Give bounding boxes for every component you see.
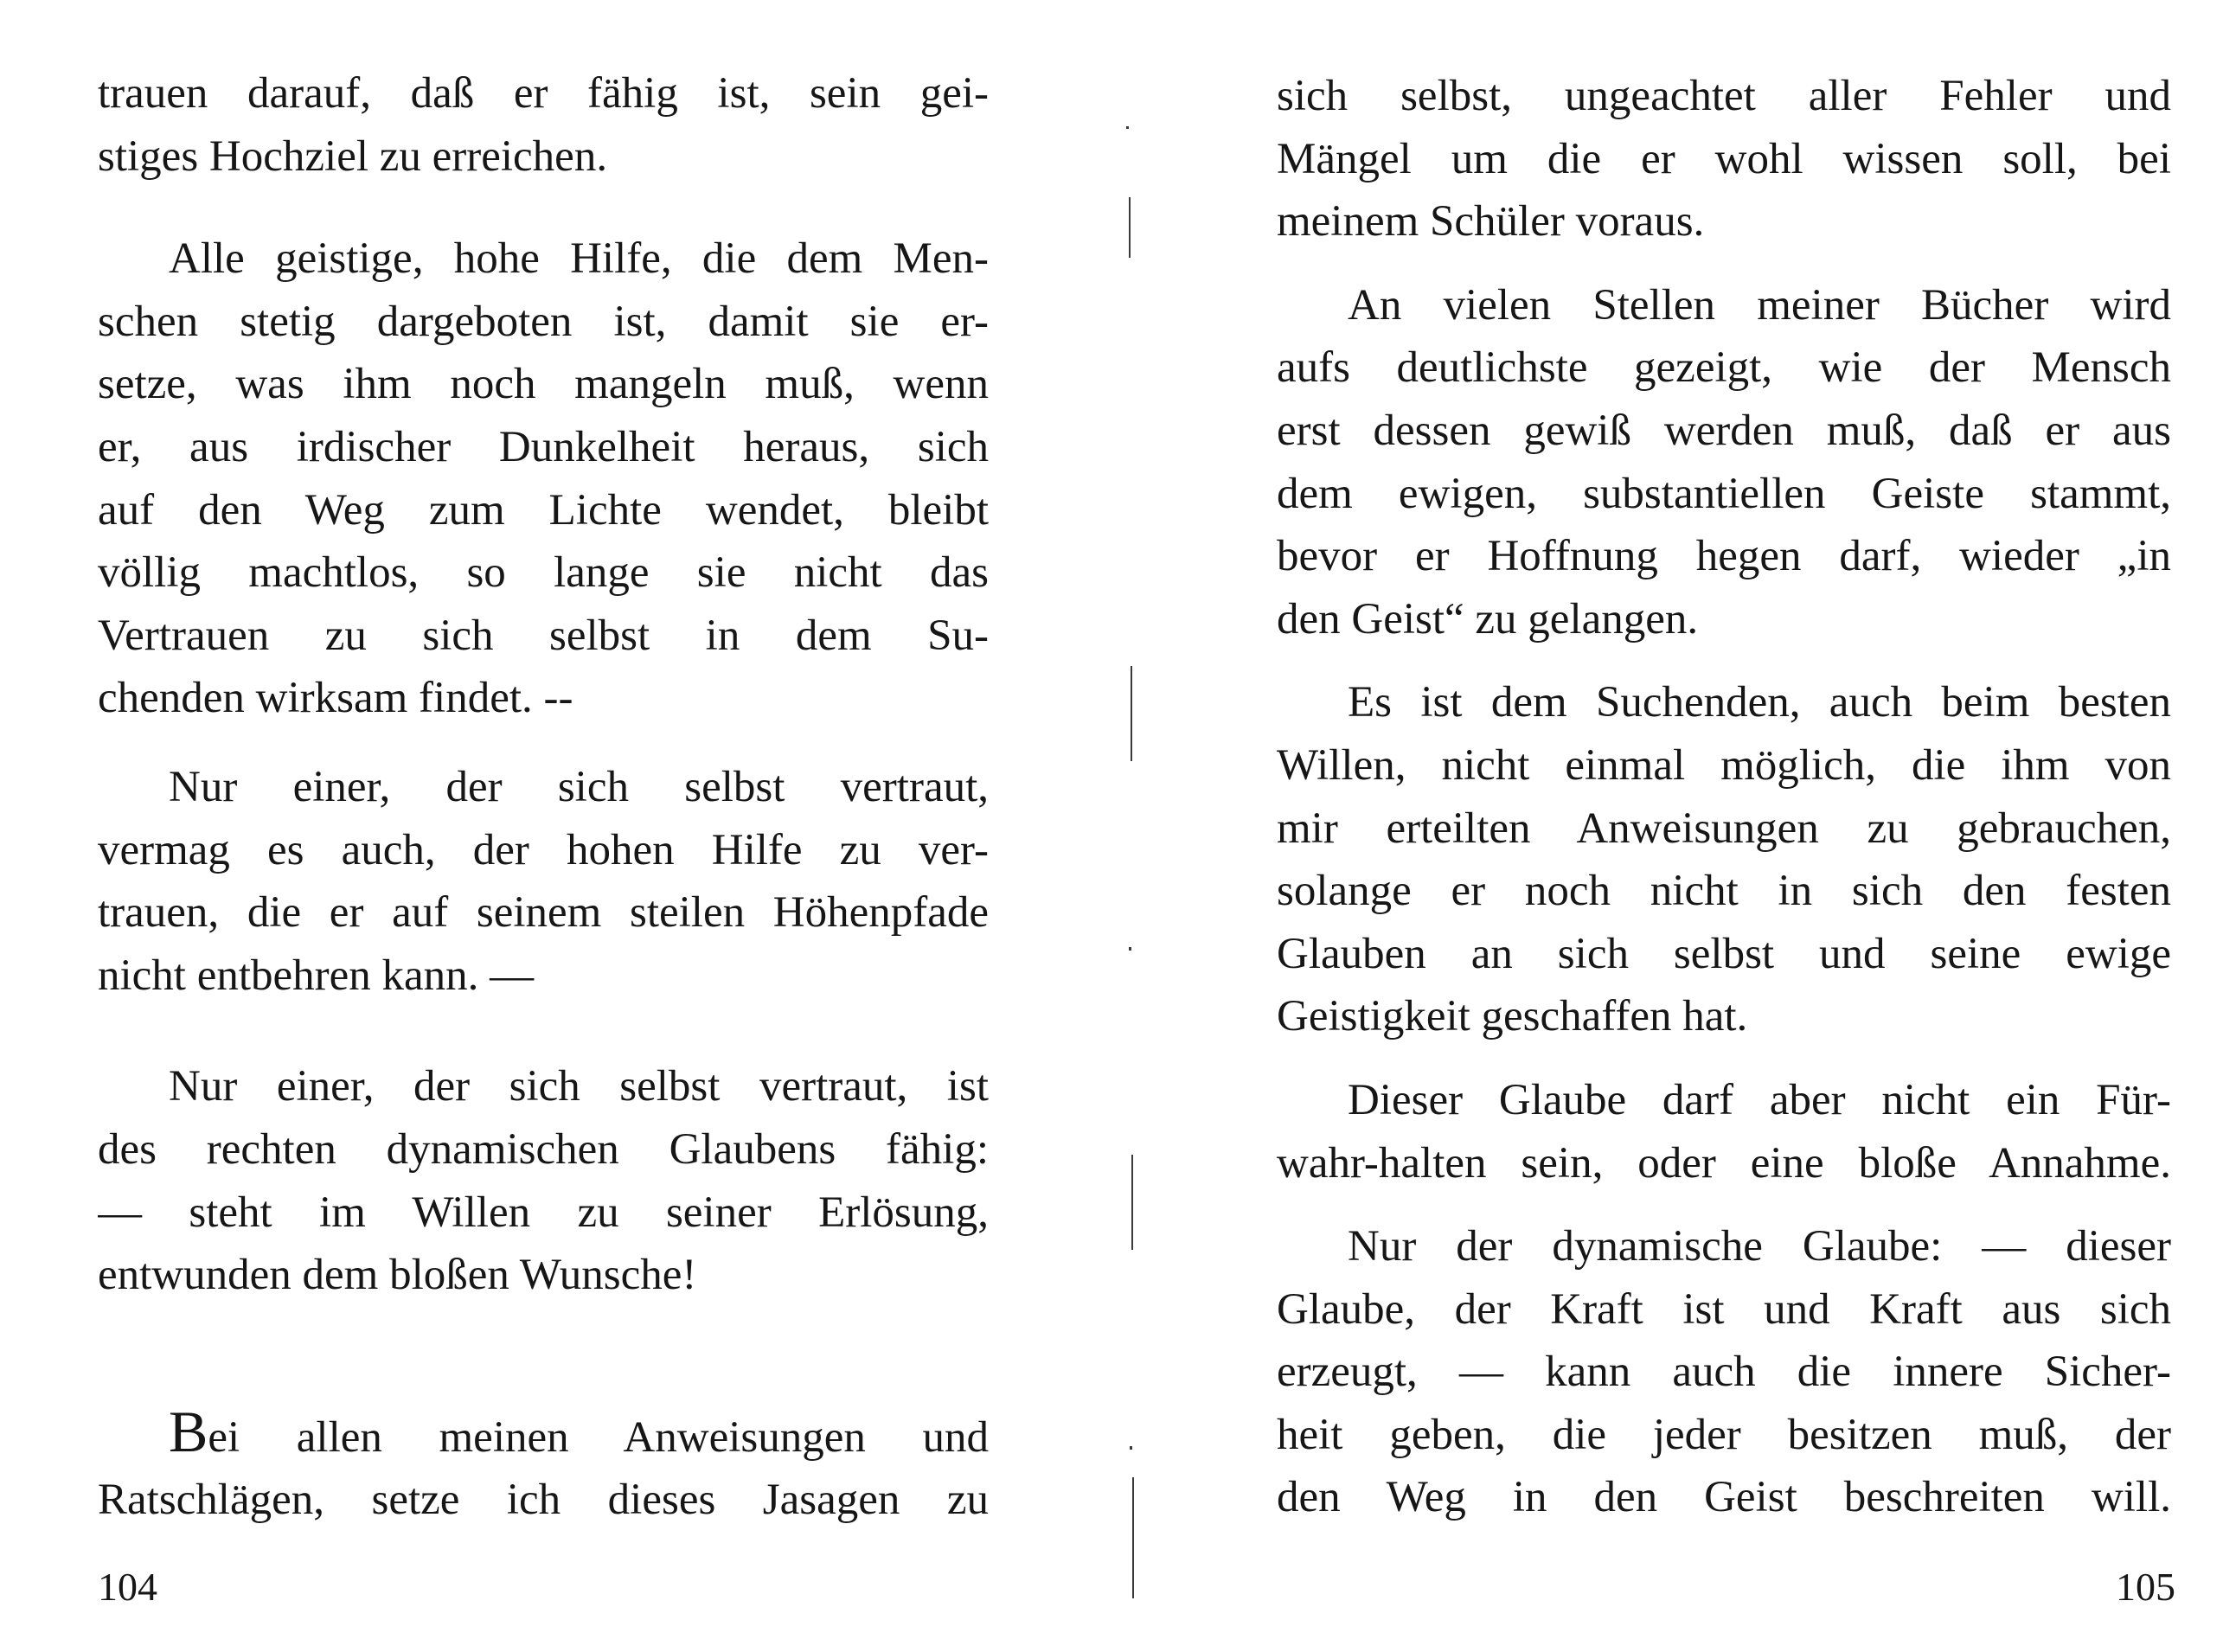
text-line: Geistigkeit geschaffen hat. [1277,992,1748,1041]
paragraph [1277,1069,2171,1194]
text-line: trauen darauf, daß er fähig ist, sein gei- [98,69,989,118]
text-line: mir erteilten Anweisungen zu gebrauchen, [1277,804,2171,853]
page-number: 105 [2116,1565,2175,1609]
paragraph [1277,1215,2171,1529]
right-page-text [1277,65,2171,1529]
text-line: bevor er Hoffnung hegen darf, wieder „in [1277,532,2171,581]
text-line: den Weg in den Geist beschreiten will. [1277,1473,2171,1522]
text-line: — steht im Willen zu seiner Erlösung, [98,1188,989,1237]
text-line: aufs deutlichste gezeigt, wie der Mensch [1277,343,2171,393]
drop-cap: B [169,1405,208,1464]
page-number: 104 [98,1565,157,1609]
text-line: solange er noch nicht in sich den festen [1277,867,2171,916]
text-line: Ratschlägen, setze ich dieses Jasagen zu [98,1476,989,1525]
text-line: An vielen Stellen meiner Bücher wird [1348,280,2171,330]
text-line: Glauben an sich selbst und seine ewige [1277,929,2171,978]
text-line: erzeugt, — kann auch die innere Sicher- [1277,1348,2171,1397]
text-line: Mängel um die er wohl wissen soll, bei [1277,134,2171,183]
paragraph [98,62,989,188]
text-line: setze, was ihm noch mangeln muß, wenn [98,360,989,409]
right-page [1124,0,2223,1652]
text-line [98,1405,989,1470]
paragraph [98,1405,989,1532]
text-line: Nur einer, der sich selbst vertraut, ist [169,1062,989,1111]
paragraph [1277,671,2171,1048]
text-line: entwunden dem bloßen Wunsche! [98,1251,697,1300]
text-line: Alle geistige, hohe Hilfe, die dem Men- [169,234,989,284]
text-line: dem ewigen, substantiellen Geiste stammt, [1277,469,2171,518]
paragraph [1277,65,2171,253]
text-line: den Geist“ zu gelangen. [1277,594,1699,644]
text-line: vermag es auch, der hohen Hilfe zu ver- [98,825,989,874]
paragraph [98,1055,989,1306]
text-line: nicht entbehren kann. — [98,951,535,1000]
paragraph [98,227,989,730]
text-line: auf den Weg zum Lichte wendet, bleibt [98,485,989,535]
paragraph [1277,274,2171,651]
text-line: völlig machtlos, so lange sie nicht das [98,548,989,598]
text-line-rest: ei allen meinen Anweisungen und [208,1412,989,1462]
text-line: Nur einer, der sich selbst vertraut, [169,762,989,811]
text-line: meinem Schüler voraus. [1277,197,1705,247]
text-line: Glaube, der Kraft ist und Kraft aus sich [1277,1284,2171,1334]
text-line: sich selbst, ungeachtet aller Fehler und [1277,72,2171,120]
text-line: Nur der dynamische Glaube: — dieser [1348,1222,2171,1271]
text-line: chenden wirksam findet. -- [98,674,573,723]
paragraph [98,756,989,1007]
left-page-text [98,62,989,1532]
text-line: des rechten dynamischen Glaubens fähig: [98,1124,989,1174]
text-line: Dieser Glaube darf aber nicht ein Für- [1348,1075,2171,1124]
text-line: schen stetig dargeboten ist, damit sie er- [98,297,989,346]
text-line: Es ist dem Suchenden, auch beim besten [1348,678,2171,727]
text-line: stiges Hochziel zu erreichen. [98,131,608,181]
text-line: er, aus irdischer Dunkelheit heraus, sich [98,422,989,471]
text-line: Vertrauen zu sich selbst in dem Su- [98,611,989,660]
text-line: trauen, die er auf seinem steilen Höhenpfade [98,888,989,938]
text-line: Willen, nicht einmal möglich, die ihm von [1277,740,2171,790]
text-line: wahr-halten sein, oder eine bloße Annahme. [1277,1138,2171,1188]
text-line: heit geben, die jeder besitzen muß, der [1277,1410,2171,1459]
text-line: erst dessen gewiß werden muß, daß er aus [1277,406,2171,455]
